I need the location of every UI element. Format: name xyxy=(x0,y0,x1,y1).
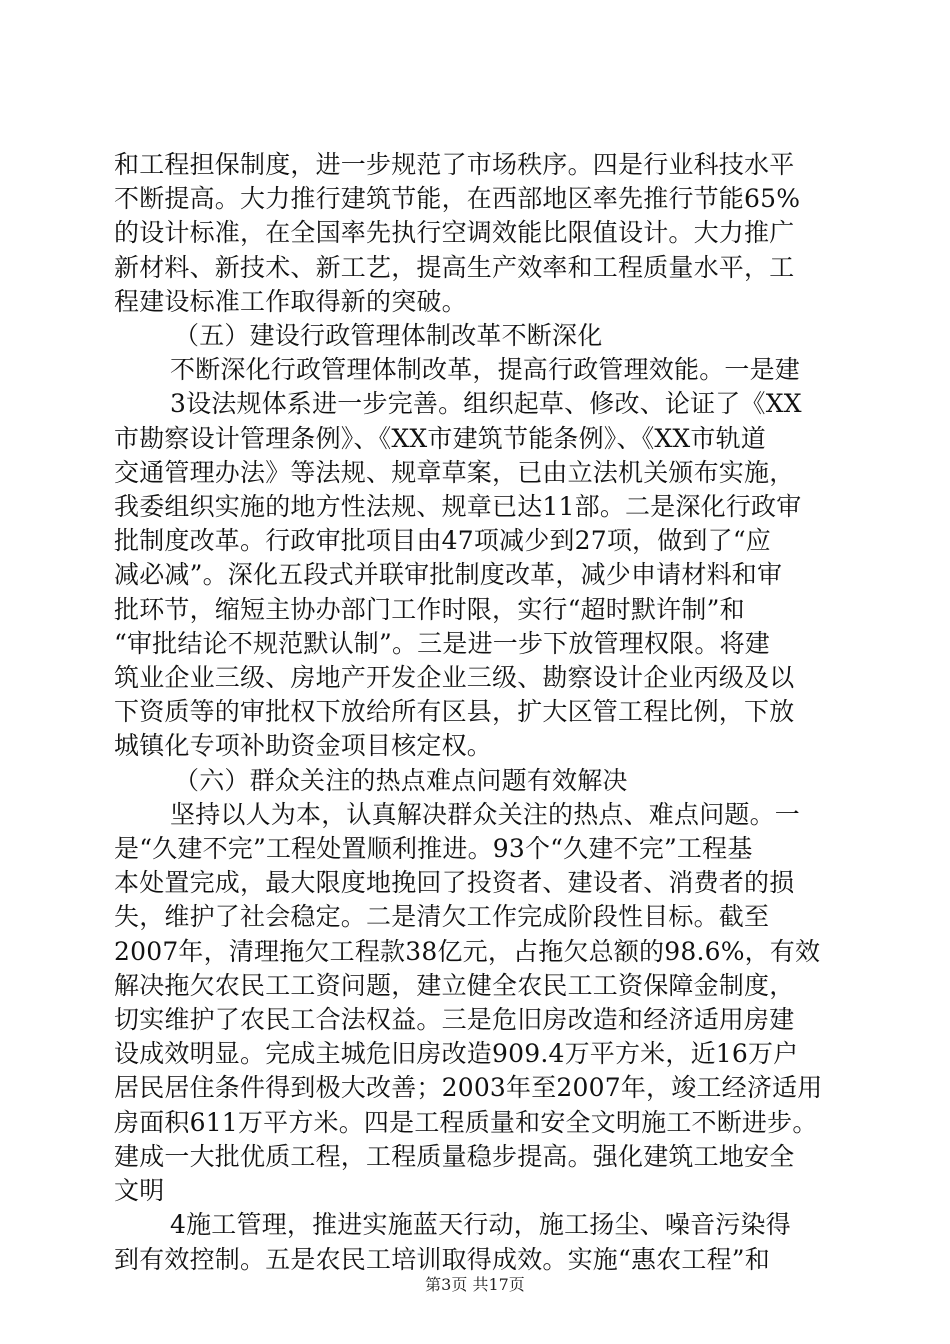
text-line: 市勘察设计管理条例》、《XX市建筑节能条例》、《XX市轨道 xyxy=(114,423,766,453)
text-line: 文明 xyxy=(114,1176,165,1206)
text-line: 失，维护了社会稳定。二是清欠工作完成阶段性目标。截至 xyxy=(114,902,770,932)
text-line: 设成效明显。完成主城危旧房改造909.4万平方米，近16万户 xyxy=(114,1039,799,1069)
text-line: 建成一大批优质工程，工程质量稳步提高。强化建筑工地安全 xyxy=(114,1141,795,1171)
section-heading: （五）建设行政管理体制改革不断深化 xyxy=(174,321,603,351)
text-line: 批制度改革。行政审批项目由47项减少到27项，做到了“应 xyxy=(114,526,772,556)
text-line: 2007年，清理拖欠工程款38亿元，占拖欠总额的98.6%，有效 xyxy=(114,936,821,966)
text-line: “审批结论不规范默认制”。三是进一步下放管理权限。将建 xyxy=(114,628,770,658)
text-line: 下资质等的审批权下放给所有区县，扩大区管工程比例，下放 xyxy=(114,697,795,727)
text-line: 不断深化行政管理体制改革，提高行政管理效能。一是建 xyxy=(170,355,801,385)
text-line: 切实维护了农民工合法权益。三是危旧房改造和经济适用房建 xyxy=(114,1005,795,1035)
text-line: 是“久建不完”工程处置顺利推进。93个“久建不完”工程基 xyxy=(114,834,753,864)
text-line: 房面积611万平方米。四是工程质量和安全文明施工不断进步。 xyxy=(114,1107,818,1137)
text-line: 解决拖欠农民工工资问题，建立健全农民工工资保障金制度， xyxy=(114,970,795,1000)
text-line: 批环节，缩短主协办部门工作时限，实行“超时默许制”和 xyxy=(114,594,745,624)
text-line: 本处置完成，最大限度地挽回了投资者、建设者、消费者的损 xyxy=(114,868,795,898)
text-line: 和工程担保制度，进一步规范了市场秩序。四是行业科技水平 xyxy=(114,150,795,179)
text-line: 减必减”。深化五段式并联审批制度改革，减少申请材料和审 xyxy=(114,560,783,590)
text-line: 新材料、新技术、新工艺，提高生产效率和工程质量水平，工 xyxy=(114,252,795,282)
text-line: 交通管理办法》等法规、规章草案，已由立法机关颁布实施， xyxy=(114,457,795,487)
text-line: 的设计标准，在全国率先执行空调效能比限值设计。大力推广 xyxy=(114,218,795,248)
text-line: 城镇化专项补助资金项目核定权。 xyxy=(114,731,493,761)
text-line: 3设法规体系进一步完善。组织起草、修改、论证了《XX xyxy=(170,389,802,419)
text-line: 我委组织实施的地方性法规、规章已达11部。二是深化行政审 xyxy=(114,492,802,522)
text-line: 4施工管理，推进实施蓝天行动，施工扬尘、噪音污染得 xyxy=(170,1210,791,1240)
text-line: 筑业企业三级、房地产开发企业三级、勘察设计企业丙级及以 xyxy=(114,663,795,693)
document-body xyxy=(114,148,844,1277)
text-line: 不断提高。大力推行建筑节能，在西部地区率先推行节能65% xyxy=(114,184,801,214)
text-line: 程建设标准工作取得新的突破。 xyxy=(114,286,467,316)
section-heading: （六）群众关注的热点难点问题有效解决 xyxy=(174,765,628,795)
text-line: 居民居住条件得到极大改善；2003年至2007年，竣工经济适用 xyxy=(114,1073,823,1103)
page-footer: 第3页 共17页 xyxy=(425,1275,525,1294)
text-line: 到有效控制。五是农民工培训取得成效。实施“惠农工程”和 xyxy=(114,1244,770,1274)
text-line: 坚持以人为本，认真解决群众关注的热点、难点问题。一 xyxy=(170,799,801,829)
